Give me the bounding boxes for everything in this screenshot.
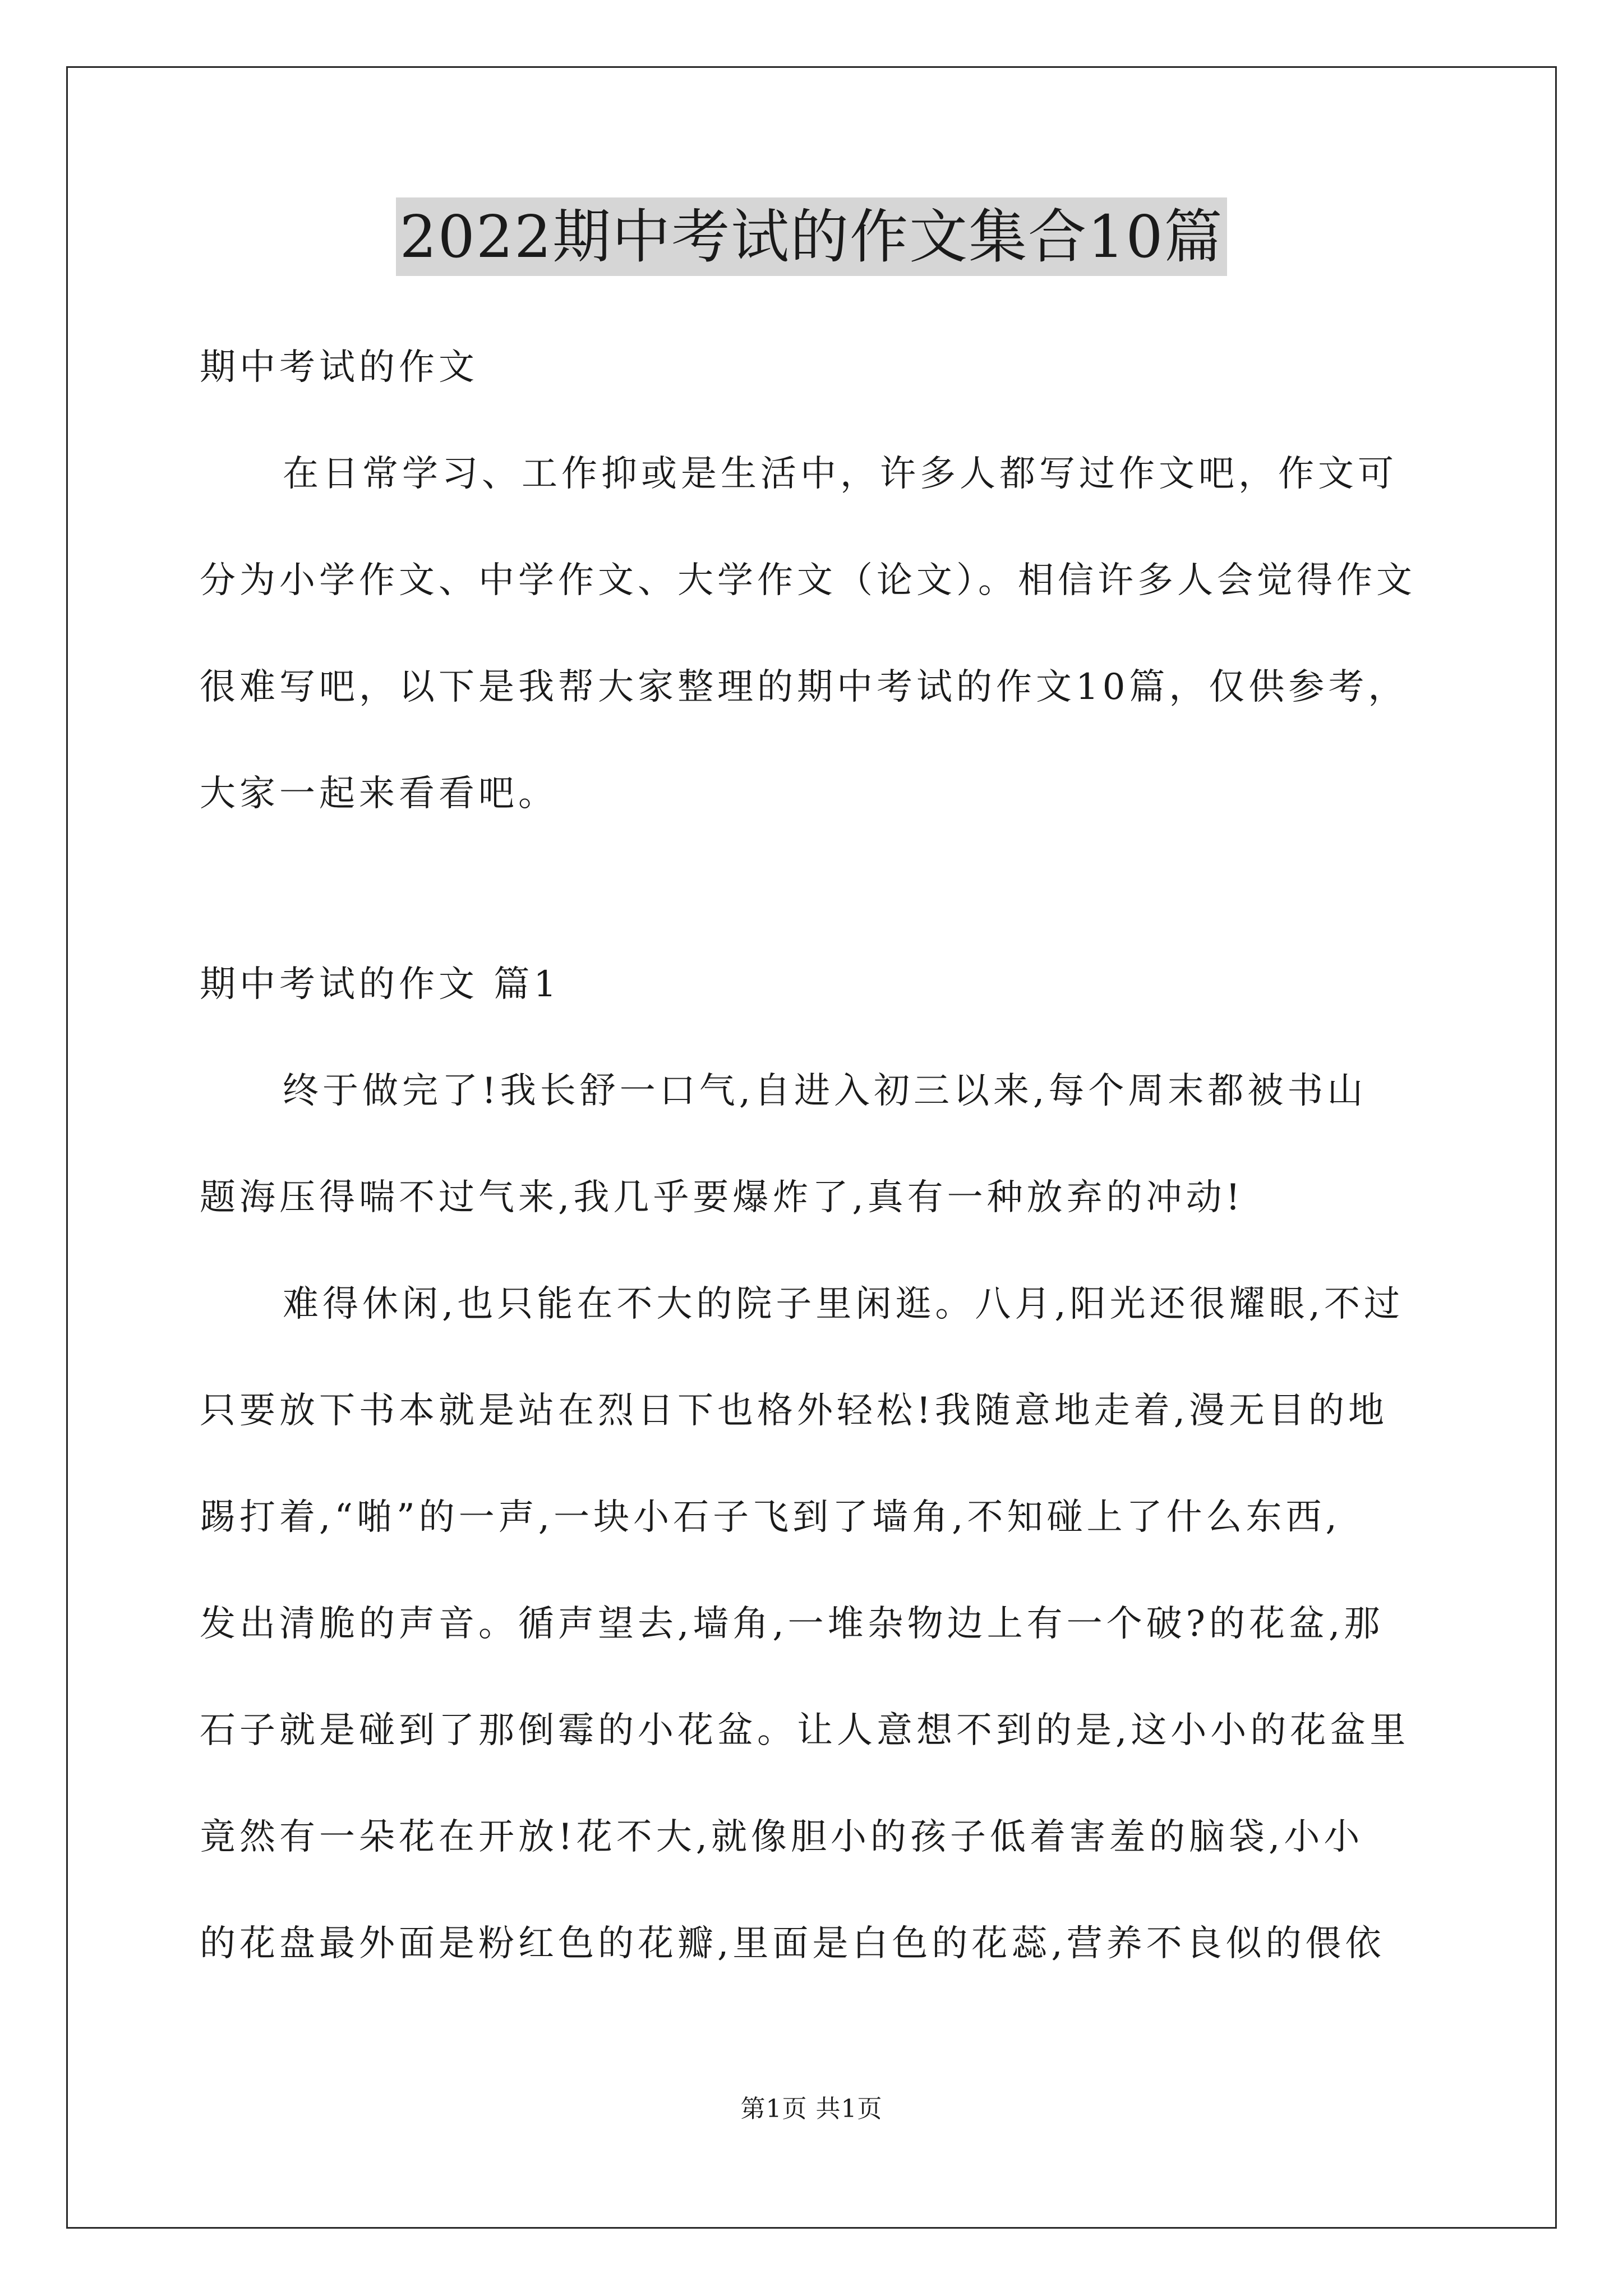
document-title: 2022期中考试的作文集合10篇 [396, 197, 1227, 276]
page-number: 第1页 共1页 [740, 2095, 883, 2123]
essay1-p2-line: 的花盘最外面是粉红色的花瓣,里面是白色的花蕊,营养不良似的偎依 [200, 1923, 1385, 1964]
essay1-p2-line: 发出清脆的声音。循声望去,墙角,一堆杂物边上有一个破?的花盆,那 [200, 1603, 1384, 1645]
document-body [200, 314, 1456, 1997]
intro-line: 很难写吧，以下是我帮大家整理的期中考试的作文10篇，仅供参考， [200, 666, 1408, 708]
intro-line: 大家一起来看看吧。 [200, 773, 558, 815]
page-footer [0, 2092, 1623, 2126]
essay1-p2-line: 竟然有一朵花在开放!花不大,就像胆小的孩子低着害羞的脑袋,小小 [200, 1816, 1364, 1858]
essay1-p2-line: 难得休闲,也只能在不大的院子里闲逛。八月,阳光还很耀眼,不过 [283, 1283, 1404, 1325]
essay1-p2-line: 踢打着,“啪”的一声,一块小石子飞到了墙角,不知碰上了什么东西, [200, 1497, 1341, 1538]
essay1-p1-line: 题海压得喘不过气来,我几乎要爆炸了,真有一种放弃的冲动! [200, 1177, 1244, 1218]
intro-line: 分为小学作文、中学作文、大学作文（论文）。相信许多人会觉得作文 [200, 560, 1416, 601]
essay1-p1-line: 终于做完了!我长舒一口气,自进入初三以来,每个周末都被书山 [283, 1070, 1367, 1112]
essay1-heading: 期中考试的作文 篇1 [200, 964, 561, 1005]
section-gap [200, 847, 1456, 931]
essay1-p2-line: 石子就是碰到了那倒霉的小花盆。让人意想不到的是,这小小的花盆里 [200, 1710, 1410, 1751]
intro-line: 在日常学习、工作抑或是生活中，许多人都写过作文吧，作文可 [283, 453, 1398, 495]
essay1-p2-line: 只要放下书本就是站在烈日下也格外轻松!我随意地走着,漫无目的地 [200, 1390, 1389, 1432]
title-container [0, 197, 1623, 276]
intro-heading: 期中考试的作文 [200, 347, 478, 388]
